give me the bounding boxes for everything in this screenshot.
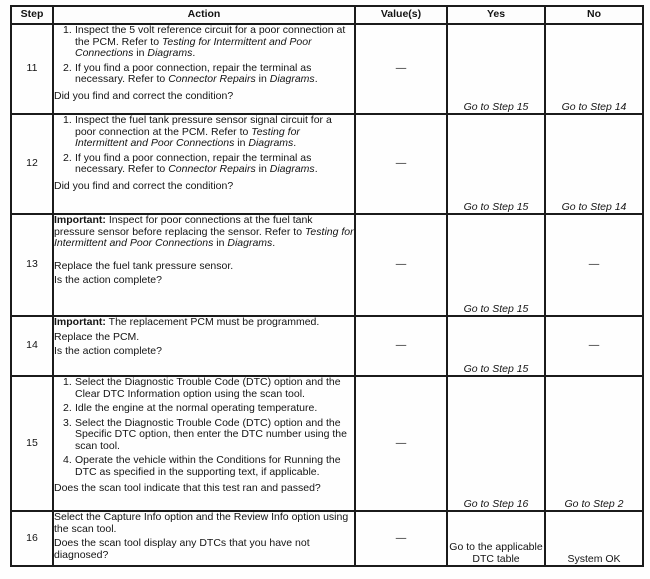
values-cell xyxy=(355,214,447,316)
no-result-text: System OK xyxy=(567,552,621,565)
yes-cell xyxy=(447,214,545,316)
text-segment: Testing for Intermittent and Poor Connections xyxy=(54,225,354,249)
step-number: 15 xyxy=(26,436,38,449)
action-cell xyxy=(53,316,355,376)
list-number: 2. xyxy=(63,151,72,164)
text-segment: in xyxy=(255,73,270,85)
text-segment: Operate the vehicle within the Conditions for Running the DTC as specified in the supporting text, if applicable. xyxy=(75,454,341,478)
step-cell xyxy=(11,376,53,511)
text-segment: Select the Capture Info option and the Review Info option using the scan tool. xyxy=(54,511,349,535)
col-header-step: Step xyxy=(11,6,53,24)
list-number: 4. xyxy=(63,454,72,466)
action-list-item xyxy=(54,418,354,453)
list-text xyxy=(75,417,347,452)
text-segment: Is the action complete? xyxy=(54,274,162,286)
text-segment: Connector Repairs xyxy=(168,163,256,175)
col-header-yes: Yes xyxy=(447,6,545,24)
list-text xyxy=(75,24,345,59)
step-cell xyxy=(11,24,53,114)
action-list-item xyxy=(54,377,354,400)
text-segment: . xyxy=(272,237,276,249)
step-number: 16 xyxy=(26,531,38,544)
step-cell xyxy=(11,114,53,214)
text-segment: Testing for Intermittent and Poor Connections xyxy=(75,125,300,149)
list-number: 2. xyxy=(63,61,72,74)
no-cell xyxy=(545,511,643,566)
text-segment: Diagrams xyxy=(248,137,294,149)
list-text xyxy=(75,62,318,86)
text-segment: . xyxy=(293,137,297,149)
action-paragraph xyxy=(54,346,354,358)
list-text xyxy=(75,152,318,176)
no-cell xyxy=(545,376,643,511)
no-cell xyxy=(545,24,643,114)
text-segment: Inspect the 5 volt reference circuit for a poor connection at the PCM. Refer to xyxy=(75,24,346,48)
values-dash: — xyxy=(395,258,407,271)
text-segment: Does the scan tool display any DTCs that you have not diagnosed? xyxy=(54,537,310,561)
diagnostic-table xyxy=(10,5,644,567)
text-segment: in xyxy=(234,137,249,149)
text-segment: If you find a poor connection, repair the terminal as necessary. Refer to xyxy=(75,151,312,175)
list-number: 1. xyxy=(63,376,72,388)
action-list-item xyxy=(54,25,354,60)
action-list-item xyxy=(54,455,354,478)
values-dash: — xyxy=(395,339,407,352)
action-paragraph xyxy=(54,538,354,561)
no-result-text: Go to Step 2 xyxy=(564,497,624,510)
action-paragraph xyxy=(54,512,354,535)
text-segment: in xyxy=(133,47,148,59)
text-segment: Did you find and correct the condition? xyxy=(54,179,234,192)
no-cell xyxy=(545,214,643,316)
text-segment: in xyxy=(255,163,270,175)
text-segment: Diagrams xyxy=(269,73,315,85)
text-segment: Connector Repairs xyxy=(168,73,256,85)
no-result-text: Go to Step 14 xyxy=(561,200,627,213)
values-cell xyxy=(355,24,447,114)
action-list-item xyxy=(54,153,354,176)
text-segment: Inspect for poor connections at the fuel tank pressure sensor before replacing the sensor. Refer to xyxy=(54,214,313,238)
text-segment: in xyxy=(213,237,228,249)
step-cell xyxy=(11,214,53,316)
action-question xyxy=(54,483,354,495)
text-segment: Important: xyxy=(54,316,106,328)
step-number: 12 xyxy=(26,157,38,170)
text-segment: If you find a poor connection, repair the terminal as necessary. Refer to xyxy=(75,61,312,85)
yes-cell xyxy=(447,114,545,214)
step-number: 11 xyxy=(26,62,38,75)
list-number: 1. xyxy=(63,24,72,36)
text-segment: Testing for Intermittent and Poor Connections xyxy=(75,35,312,59)
no-result-text: — xyxy=(588,258,600,271)
action-cell xyxy=(53,214,355,316)
text-segment: Did you find and correct the condition? xyxy=(54,89,234,102)
yes-cell xyxy=(447,376,545,511)
text-segment: . xyxy=(314,163,318,175)
values-cell xyxy=(355,376,447,511)
yes-result-text: Go to the applicable DTC table xyxy=(449,541,543,565)
step-cell xyxy=(11,316,53,376)
text-segment: Replace the PCM. xyxy=(54,330,140,343)
text-segment: Diagrams xyxy=(269,163,315,175)
values-dash: — xyxy=(395,531,407,544)
list-number: 2. xyxy=(63,402,72,414)
list-text xyxy=(75,114,332,149)
text-segment: . xyxy=(314,73,318,85)
table-row xyxy=(11,376,643,511)
text-segment: Inspect the fuel tank pressure sensor signal circuit for a poor connection at the PCM. Refer to xyxy=(75,114,332,138)
values-cell xyxy=(355,511,447,566)
values-dash: — xyxy=(395,436,407,449)
table-row xyxy=(11,511,643,566)
text-segment: Diagrams xyxy=(227,237,273,249)
action-question xyxy=(54,91,354,103)
action-list-item xyxy=(54,63,354,86)
yes-cell xyxy=(447,511,545,566)
table-row xyxy=(11,24,643,114)
action-question xyxy=(54,181,354,193)
step-cell xyxy=(11,511,53,566)
yes-cell xyxy=(447,316,545,376)
text-segment: Replace the fuel tank pressure sensor. xyxy=(54,259,234,272)
text-segment: The replacement PCM must be programmed. xyxy=(105,316,320,328)
text-segment: Select the Diagnostic Trouble Code (DTC) option and the Specific DTC option, then enter the DTC number using the scan tool. xyxy=(75,416,347,452)
step-number: 13 xyxy=(26,258,38,271)
action-list-item xyxy=(54,403,354,415)
action-paragraph xyxy=(54,332,354,344)
header-row xyxy=(11,6,643,24)
action-paragraph xyxy=(54,275,354,287)
col-header-no: No xyxy=(545,6,643,24)
yes-result-text: Go to Step 15 xyxy=(463,362,529,375)
text-segment: Important: xyxy=(54,214,106,226)
step-number: 14 xyxy=(26,339,38,352)
table-body xyxy=(11,24,643,566)
table-row xyxy=(11,316,643,376)
action-cell xyxy=(53,114,355,214)
action-list-item xyxy=(54,115,354,150)
col-header-values: Value(s) xyxy=(355,6,447,24)
values-dash: — xyxy=(395,157,407,170)
values-cell xyxy=(355,316,447,376)
text-segment: Idle the engine at the normal operating temperature. xyxy=(75,402,318,414)
text-segment: Diagrams xyxy=(147,47,193,59)
no-cell xyxy=(545,316,643,376)
yes-result-text: Go to Step 16 xyxy=(463,497,529,510)
table-row xyxy=(11,114,643,214)
yes-result-text: Go to Step 15 xyxy=(463,200,529,213)
yes-result-text: Go to Step 15 xyxy=(463,302,529,315)
list-number: 1. xyxy=(63,114,72,126)
values-cell xyxy=(355,114,447,214)
list-number: 3. xyxy=(63,416,72,429)
col-header-action: Action xyxy=(53,6,355,24)
list-text xyxy=(75,376,341,400)
no-result-text: — xyxy=(588,339,600,352)
no-cell xyxy=(545,114,643,214)
yes-result-text: Go to Step 15 xyxy=(463,100,529,113)
action-paragraph xyxy=(54,215,354,250)
list-text xyxy=(75,402,317,414)
action-paragraph xyxy=(54,317,354,329)
values-dash: — xyxy=(395,62,407,75)
list-text xyxy=(75,454,341,478)
action-cell xyxy=(53,376,355,511)
no-result-text: Go to Step 14 xyxy=(561,100,627,113)
action-cell xyxy=(53,24,355,114)
text-segment: Is the action complete? xyxy=(54,345,162,357)
text-segment: Does the scan tool indicate that this test ran and passed? xyxy=(54,482,321,494)
action-cell xyxy=(53,511,355,566)
action-paragraph xyxy=(54,261,354,273)
text-segment: . xyxy=(192,47,196,59)
yes-cell xyxy=(447,24,545,114)
table-row xyxy=(11,214,643,316)
text-segment: Select the Diagnostic Trouble Code (DTC) option and the Clear DTC Information option using the scan tool. xyxy=(75,376,341,400)
